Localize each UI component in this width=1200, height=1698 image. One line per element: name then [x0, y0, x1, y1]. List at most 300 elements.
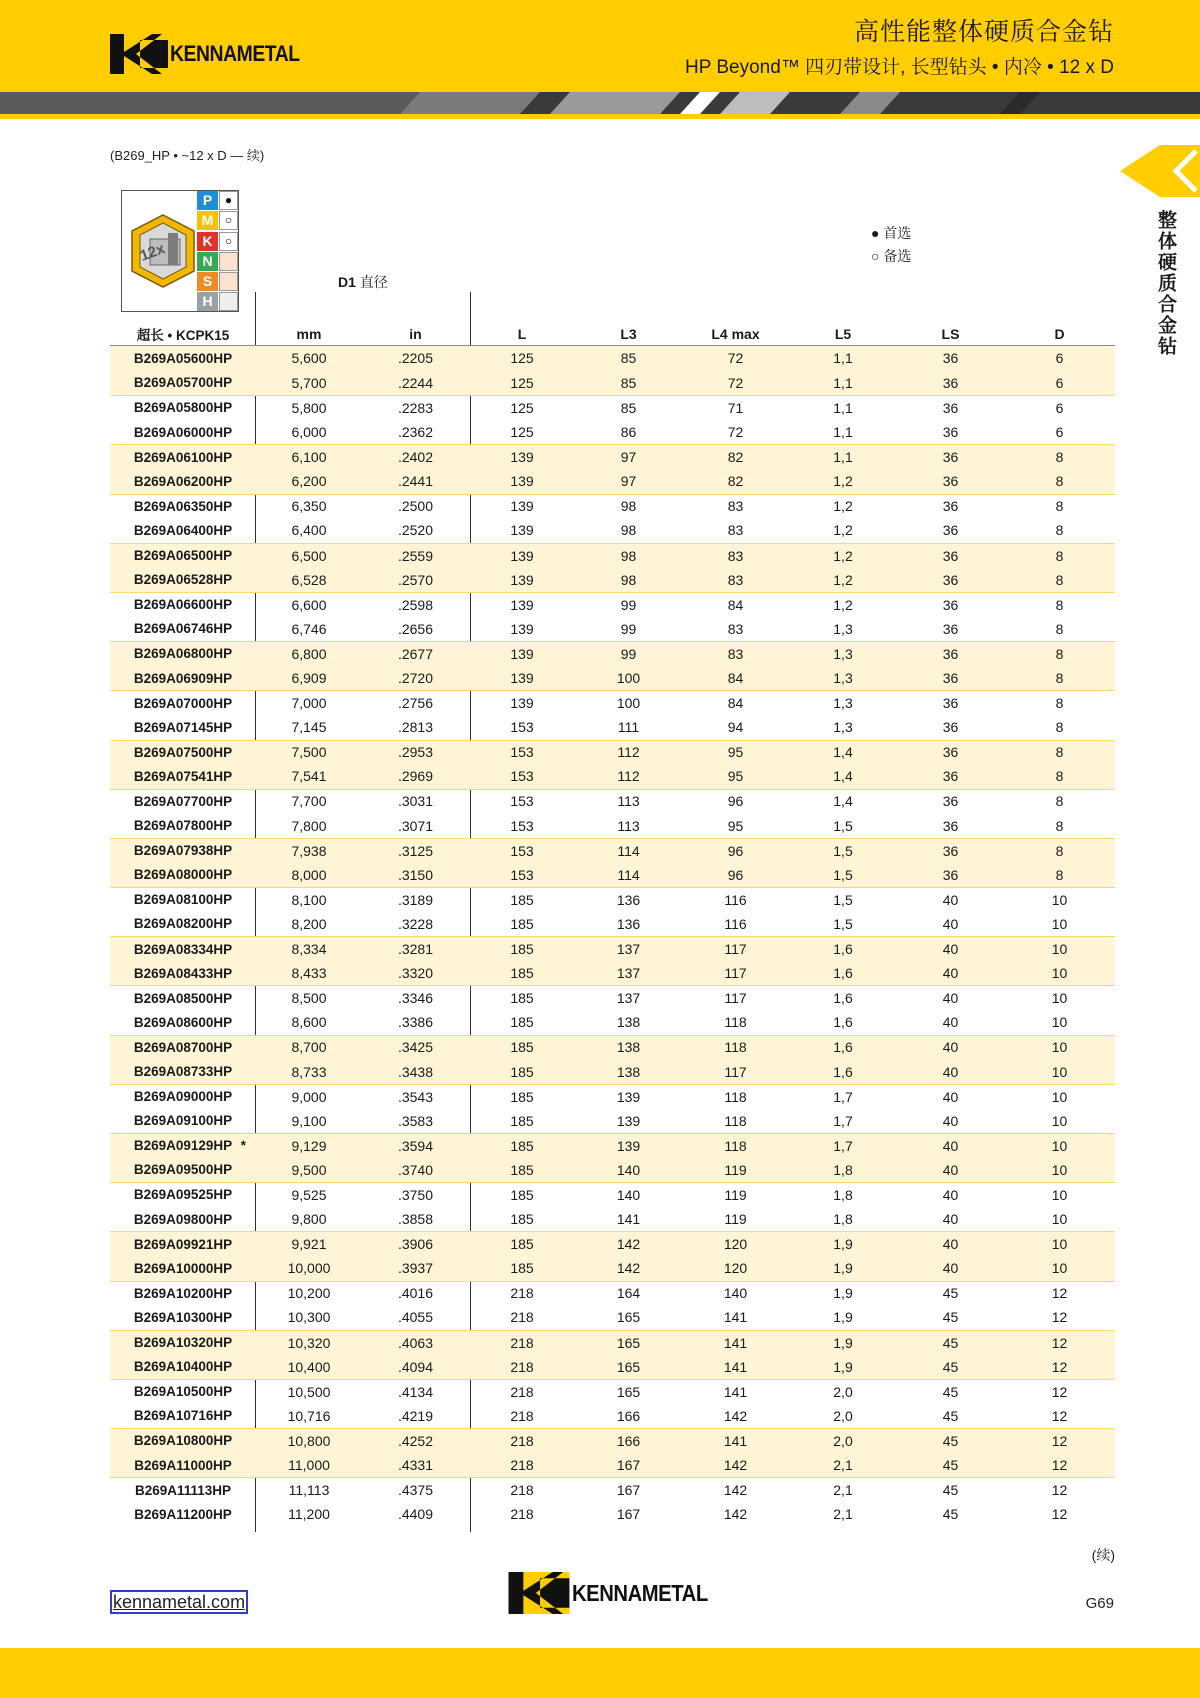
cell-text: 1,3: [833, 719, 853, 736]
part-number-cell: [110, 916, 256, 931]
table-row[interactable]: [110, 936, 1115, 961]
cell-text: .3125: [397, 842, 434, 859]
cell-text: B269A09000HP: [133, 1089, 233, 1105]
table-cell: [682, 867, 789, 883]
part-number-cell: [110, 375, 256, 390]
part-number-cell: [110, 818, 256, 833]
table-cell: [1004, 522, 1115, 538]
table-row[interactable]: [110, 1108, 1115, 1133]
table-cell: [256, 1408, 362, 1424]
table-cell: [575, 1162, 682, 1178]
section-tab-chevron-icon[interactable]: [1120, 145, 1200, 197]
cell-text: 36: [942, 350, 959, 367]
table-cell: [362, 695, 469, 711]
cell-text: 8,433: [291, 965, 327, 982]
cell-text: .3750: [397, 1186, 434, 1203]
table-row[interactable]: [110, 469, 1115, 494]
table-cell: [469, 449, 575, 465]
table-row[interactable]: [110, 862, 1115, 887]
table-cell: [789, 350, 897, 366]
cell-text: 8: [1055, 498, 1064, 515]
cell-text: .3031: [397, 793, 434, 810]
table-cell: [789, 548, 897, 564]
cell-text: 45: [942, 1383, 959, 1400]
cell-text: 12: [1051, 1358, 1068, 1375]
cell-text: 139: [510, 571, 534, 588]
table-cell: [575, 1408, 682, 1424]
cell-text: 1,2: [833, 596, 853, 613]
table-cell: [256, 695, 362, 711]
table-cell: [362, 449, 469, 465]
table-row[interactable]: [110, 346, 1115, 371]
cell-text: 136: [616, 891, 641, 908]
table-cell: [469, 350, 575, 366]
table-row[interactable]: [110, 1502, 1115, 1527]
cell-text: 36: [942, 596, 959, 613]
cell-text: B269A06909HP: [133, 670, 233, 686]
cell-text: 40: [942, 891, 959, 908]
table-row[interactable]: [110, 1182, 1115, 1207]
cell-text: 12: [1051, 1482, 1068, 1499]
cell-text: 6,200: [291, 473, 327, 490]
cell-text: 1,6: [833, 1014, 853, 1031]
cell-text: 72: [727, 374, 744, 391]
cell-text: .3189: [397, 891, 434, 908]
cell-text: 12: [1051, 1383, 1068, 1400]
cell-text: 119: [724, 1211, 747, 1228]
table-row[interactable]: [110, 1084, 1115, 1109]
table-row[interactable]: [110, 1059, 1115, 1084]
material-row: [197, 210, 239, 230]
cell-text: 142: [616, 1236, 641, 1253]
table-cell: [789, 793, 897, 809]
cell-text: 82: [727, 449, 744, 466]
table-cell: [1004, 424, 1115, 440]
part-number-cell: [110, 696, 256, 711]
table-row[interactable]: [110, 666, 1115, 691]
table-cell: [789, 1285, 897, 1301]
table-cell: [789, 1309, 897, 1325]
table-cell: [575, 670, 682, 686]
cell-text: .4134: [397, 1383, 434, 1400]
cell-text: 83: [727, 498, 744, 515]
footnote-star: *: [240, 1138, 246, 1154]
cell-text: 165: [616, 1309, 641, 1326]
website-link[interactable]: kennametal.com: [110, 1590, 248, 1614]
table-row[interactable]: [110, 1379, 1115, 1404]
table-cell: [789, 1211, 897, 1227]
table-cell: [897, 400, 1004, 416]
table-cell: [789, 1457, 897, 1473]
part-number-cell: [110, 425, 256, 440]
cell-text: 166: [616, 1432, 641, 1449]
table-cell: [469, 965, 575, 981]
cell-text: 1,4: [833, 744, 853, 761]
cell-text: 1,9: [833, 1309, 853, 1326]
cell-text: 45: [942, 1432, 959, 1449]
cell-text: 137: [616, 990, 641, 1007]
table-cell: [682, 965, 789, 981]
table-row[interactable]: [110, 1305, 1115, 1330]
table-cell: [575, 350, 682, 366]
table-cell: [682, 400, 789, 416]
cell-text: .2244: [397, 374, 434, 391]
cell-text: 140: [616, 1161, 641, 1178]
cell-text: B269A08433HP: [133, 965, 233, 981]
cell-text: 139: [616, 1137, 641, 1154]
table-cell: [1004, 1433, 1115, 1449]
table-cell: [682, 1309, 789, 1325]
table-cell: [256, 350, 362, 366]
table-row[interactable]: [110, 1133, 1115, 1158]
cell-text: 8,733: [291, 1063, 327, 1080]
table-cell: [575, 892, 682, 908]
table-cell: [897, 375, 1004, 391]
table-cell: [1004, 1014, 1115, 1030]
cell-text: B269A10400HP: [133, 1359, 233, 1375]
cell-text: B269A06500HP: [133, 548, 233, 564]
table-cell: [362, 473, 469, 489]
cell-text: 2,0: [833, 1432, 853, 1449]
table-row[interactable]: [110, 912, 1115, 937]
cell-text: .2656: [397, 620, 434, 637]
table-cell: [362, 424, 469, 440]
cell-text: B269A05600HP: [133, 350, 233, 366]
table-row[interactable]: [110, 494, 1115, 519]
cell-text: 85: [620, 350, 637, 367]
cell-text: .4016: [397, 1285, 434, 1302]
part-number-cell: [110, 597, 256, 612]
table-cell: [897, 548, 1004, 564]
table-cell: [256, 375, 362, 391]
table-cell: [682, 1457, 789, 1473]
cell-text: 71: [727, 399, 744, 416]
table-row[interactable]: [110, 1477, 1115, 1502]
table-cell: [897, 818, 1004, 834]
cell-text: 9,100: [291, 1112, 327, 1129]
cell-text: .2402: [397, 449, 434, 466]
table-cell: [897, 449, 1004, 465]
table-cell: [256, 424, 362, 440]
table-cell: [256, 941, 362, 957]
cell-text: 11,000: [288, 1457, 330, 1474]
table-row[interactable]: [110, 420, 1115, 445]
table-row[interactable]: [110, 1281, 1115, 1306]
table-row[interactable]: [110, 690, 1115, 715]
cell-text: 1,8: [833, 1161, 853, 1178]
table-row[interactable]: [110, 371, 1115, 396]
table-cell: [362, 1433, 469, 1449]
cell-text: 1,9: [833, 1260, 853, 1277]
table-cell: [1004, 892, 1115, 908]
cell-text: 139: [510, 473, 534, 490]
cell-text: B269A08700HP: [133, 1039, 233, 1055]
table-cell: [897, 941, 1004, 957]
table-cell: [897, 1187, 1004, 1203]
cell-text: 7,700: [291, 793, 327, 810]
cell-text: 136: [616, 915, 641, 932]
table-cell: [256, 1335, 362, 1351]
table-cell: [469, 1335, 575, 1351]
table-cell: [897, 1014, 1004, 1030]
cell-text: .2283: [397, 399, 434, 416]
part-number-cell: [110, 400, 256, 415]
table-row[interactable]: [110, 1404, 1115, 1429]
cell-text: 139: [616, 1112, 641, 1129]
cell-text: .2756: [397, 695, 434, 712]
table-row[interactable]: [110, 1428, 1115, 1453]
table-cell: [897, 473, 1004, 489]
table-cell: [1004, 941, 1115, 957]
table-cell: [1004, 621, 1115, 637]
table-cell: [575, 695, 682, 711]
table-cell: [1004, 1187, 1115, 1203]
table-cell: [362, 597, 469, 613]
table-cell: [789, 1113, 897, 1129]
table-cell: [256, 597, 362, 613]
table-row[interactable]: [110, 813, 1115, 838]
table-row[interactable]: [110, 395, 1115, 420]
table-cell: [256, 498, 362, 514]
cell-text: 10,400: [287, 1358, 331, 1375]
table-row[interactable]: [110, 1010, 1115, 1035]
table-cell: [897, 867, 1004, 883]
table-cell: [789, 597, 897, 613]
material-letter: P: [197, 191, 218, 210]
cell-text: 6,000: [291, 424, 327, 441]
cell-text: 1,2: [833, 522, 853, 539]
cell-text: 6,400: [291, 522, 327, 539]
table-row[interactable]: [110, 518, 1115, 543]
table-cell: [682, 941, 789, 957]
table-row[interactable]: [110, 838, 1115, 863]
table-cell: [575, 793, 682, 809]
cell-text: 1,6: [833, 965, 853, 982]
cell-text: 185: [510, 941, 534, 958]
cell-text: 10: [1051, 1186, 1068, 1203]
table-cell: [897, 646, 1004, 662]
cell-text: 97: [620, 449, 637, 466]
part-number-cell: [110, 1507, 256, 1522]
part-number-cell: [110, 991, 256, 1006]
cell-text: B269A09800HP: [133, 1211, 233, 1227]
table-cell: [1004, 473, 1115, 489]
product-table: [110, 322, 1115, 1527]
table-cell: [1004, 548, 1115, 564]
cell-text: 218: [510, 1334, 534, 1351]
cell-text: 117: [724, 990, 747, 1007]
table-cell: [897, 793, 1004, 809]
table-row[interactable]: [110, 985, 1115, 1010]
cell-text: 45: [942, 1285, 959, 1302]
cell-text: 185: [510, 1137, 534, 1154]
cell-text: 1,5: [833, 915, 853, 932]
material-letter: H: [197, 292, 218, 311]
table-cell: [682, 572, 789, 588]
cell-text: 9,800: [291, 1211, 327, 1228]
cell-text: B269A09129HP: [133, 1138, 233, 1154]
table-cell: [789, 1482, 897, 1498]
cell-text: .2520: [397, 522, 434, 539]
cell-text: 7,938: [291, 842, 327, 859]
cell-text: 8: [1055, 620, 1064, 637]
table-row[interactable]: [110, 567, 1115, 592]
cell-text: 218: [510, 1482, 534, 1499]
cell-text: 2,1: [833, 1482, 853, 1499]
table-cell: [789, 1335, 897, 1351]
cell-text: 10: [1051, 915, 1068, 932]
table-cell: [789, 990, 897, 1006]
cell-text: 7,541: [291, 768, 327, 785]
cell-text: 117: [724, 1063, 747, 1080]
cell-text: 10: [1051, 1039, 1068, 1056]
table-row[interactable]: [110, 1207, 1115, 1232]
cell-text: 45: [942, 1309, 959, 1326]
cell-text: 72: [727, 424, 744, 441]
table-cell: [789, 1138, 897, 1154]
table-cell: [256, 1482, 362, 1498]
part-number-cell: [110, 1359, 256, 1374]
table-cell: [575, 1089, 682, 1105]
table-cell: [789, 498, 897, 514]
part-number-cell: [110, 1162, 256, 1177]
cell-text: B269A09100HP: [133, 1113, 233, 1129]
brand-wordmark: KENNAMETAL: [170, 41, 300, 66]
cell-text: 1,7: [833, 1088, 853, 1105]
cell-text: 6,746: [291, 620, 327, 637]
table-row[interactable]: [110, 789, 1115, 814]
table-row[interactable]: [110, 1158, 1115, 1183]
cell-text: 10: [1051, 965, 1068, 982]
cell-text: 10,320: [287, 1334, 331, 1351]
cell-text: .3438: [397, 1063, 434, 1080]
cell-text: B269A06350HP: [133, 498, 233, 514]
table-cell: [469, 646, 575, 662]
cell-text: 100: [616, 670, 641, 687]
table-cell: [682, 1335, 789, 1351]
table-row[interactable]: [110, 715, 1115, 740]
cell-text: 12: [1051, 1334, 1068, 1351]
cell-text: 118: [724, 1014, 747, 1031]
cell-text: 83: [727, 620, 744, 637]
table-cell: [362, 1335, 469, 1351]
table-row[interactable]: [110, 444, 1115, 469]
table-cell: [682, 1384, 789, 1400]
header-stripe: [0, 92, 1200, 114]
cell-text: 2,1: [833, 1457, 853, 1474]
cell-text: 10: [1051, 990, 1068, 1007]
cell-text: 165: [616, 1358, 641, 1375]
cell-text: 218: [510, 1285, 534, 1302]
table-cell: [362, 1089, 469, 1105]
table-cell: [1004, 646, 1115, 662]
table-cell: [575, 621, 682, 637]
table-cell: [256, 1359, 362, 1375]
table-cell: [575, 1039, 682, 1055]
table-row[interactable]: [110, 961, 1115, 986]
table-row[interactable]: [110, 1453, 1115, 1478]
table-cell: [362, 1285, 469, 1301]
table-cell: [469, 1384, 575, 1400]
cell-text: B269A07500HP: [133, 744, 233, 760]
table-cell: [256, 892, 362, 908]
table-cell: [469, 1089, 575, 1105]
table-cell: [362, 744, 469, 760]
table-row[interactable]: [110, 887, 1115, 912]
cell-text: 153: [510, 719, 534, 736]
cell-text: 1,8: [833, 1186, 853, 1203]
table-cell: [897, 1506, 1004, 1522]
table-row[interactable]: [110, 592, 1115, 617]
cell-text: 142: [723, 1506, 748, 1523]
table-cell: [897, 1236, 1004, 1252]
table-cell: [682, 892, 789, 908]
table-cell: [897, 1260, 1004, 1276]
table-row[interactable]: [110, 1035, 1115, 1060]
cell-text: 1,4: [833, 793, 853, 810]
table-cell: [575, 867, 682, 883]
kennametal-logo[interactable]: [110, 34, 317, 74]
table-row[interactable]: [110, 641, 1115, 666]
table-cell: [256, 1162, 362, 1178]
table-row[interactable]: [110, 1256, 1115, 1281]
cell-text: 40: [942, 1039, 959, 1056]
column-header: L3: [620, 325, 637, 342]
table-row[interactable]: [110, 543, 1115, 568]
table-row[interactable]: [110, 617, 1115, 642]
table-cell: [362, 1014, 469, 1030]
table-cell: [469, 572, 575, 588]
cell-text: 1,6: [833, 1039, 853, 1056]
cell-text: 1,5: [833, 842, 853, 859]
table-cell: [256, 965, 362, 981]
part-number-cell: [110, 1310, 256, 1325]
table-cell: [1004, 1260, 1115, 1276]
table-row[interactable]: [110, 1330, 1115, 1355]
table-cell: [362, 916, 469, 932]
cell-text: B269A09921HP: [133, 1236, 233, 1252]
cell-text: 153: [510, 768, 534, 785]
cell-text: 185: [510, 1112, 534, 1129]
table-cell: [1004, 867, 1115, 883]
cell-text: .3425: [397, 1039, 434, 1056]
footer-kennametal-logo[interactable]: [508, 1572, 726, 1614]
table-row[interactable]: [110, 1231, 1115, 1256]
cell-text: .4055: [397, 1309, 434, 1326]
table-cell: [682, 1187, 789, 1203]
table-row[interactable]: [110, 1354, 1115, 1379]
part-number-cell: [110, 646, 256, 661]
column-header: LS: [941, 325, 960, 342]
table-cell: [256, 572, 362, 588]
table-cell: [1004, 1138, 1115, 1154]
table-cell: [682, 670, 789, 686]
cell-text: B269A10320HP: [133, 1335, 233, 1351]
table-cell: [256, 1309, 362, 1325]
material-letter: S: [197, 272, 218, 291]
cell-text: B269A07145HP: [133, 719, 233, 735]
cell-text: 2,0: [833, 1407, 853, 1424]
table-cell: [575, 965, 682, 981]
cell-text: 1,7: [833, 1137, 853, 1154]
table-cell: [1004, 916, 1115, 932]
table-cell: [362, 990, 469, 1006]
cell-text: 36: [942, 793, 959, 810]
table-cell: [469, 843, 575, 859]
table-row[interactable]: [110, 740, 1115, 765]
table-row[interactable]: [110, 764, 1115, 789]
table-cell: [1004, 965, 1115, 981]
